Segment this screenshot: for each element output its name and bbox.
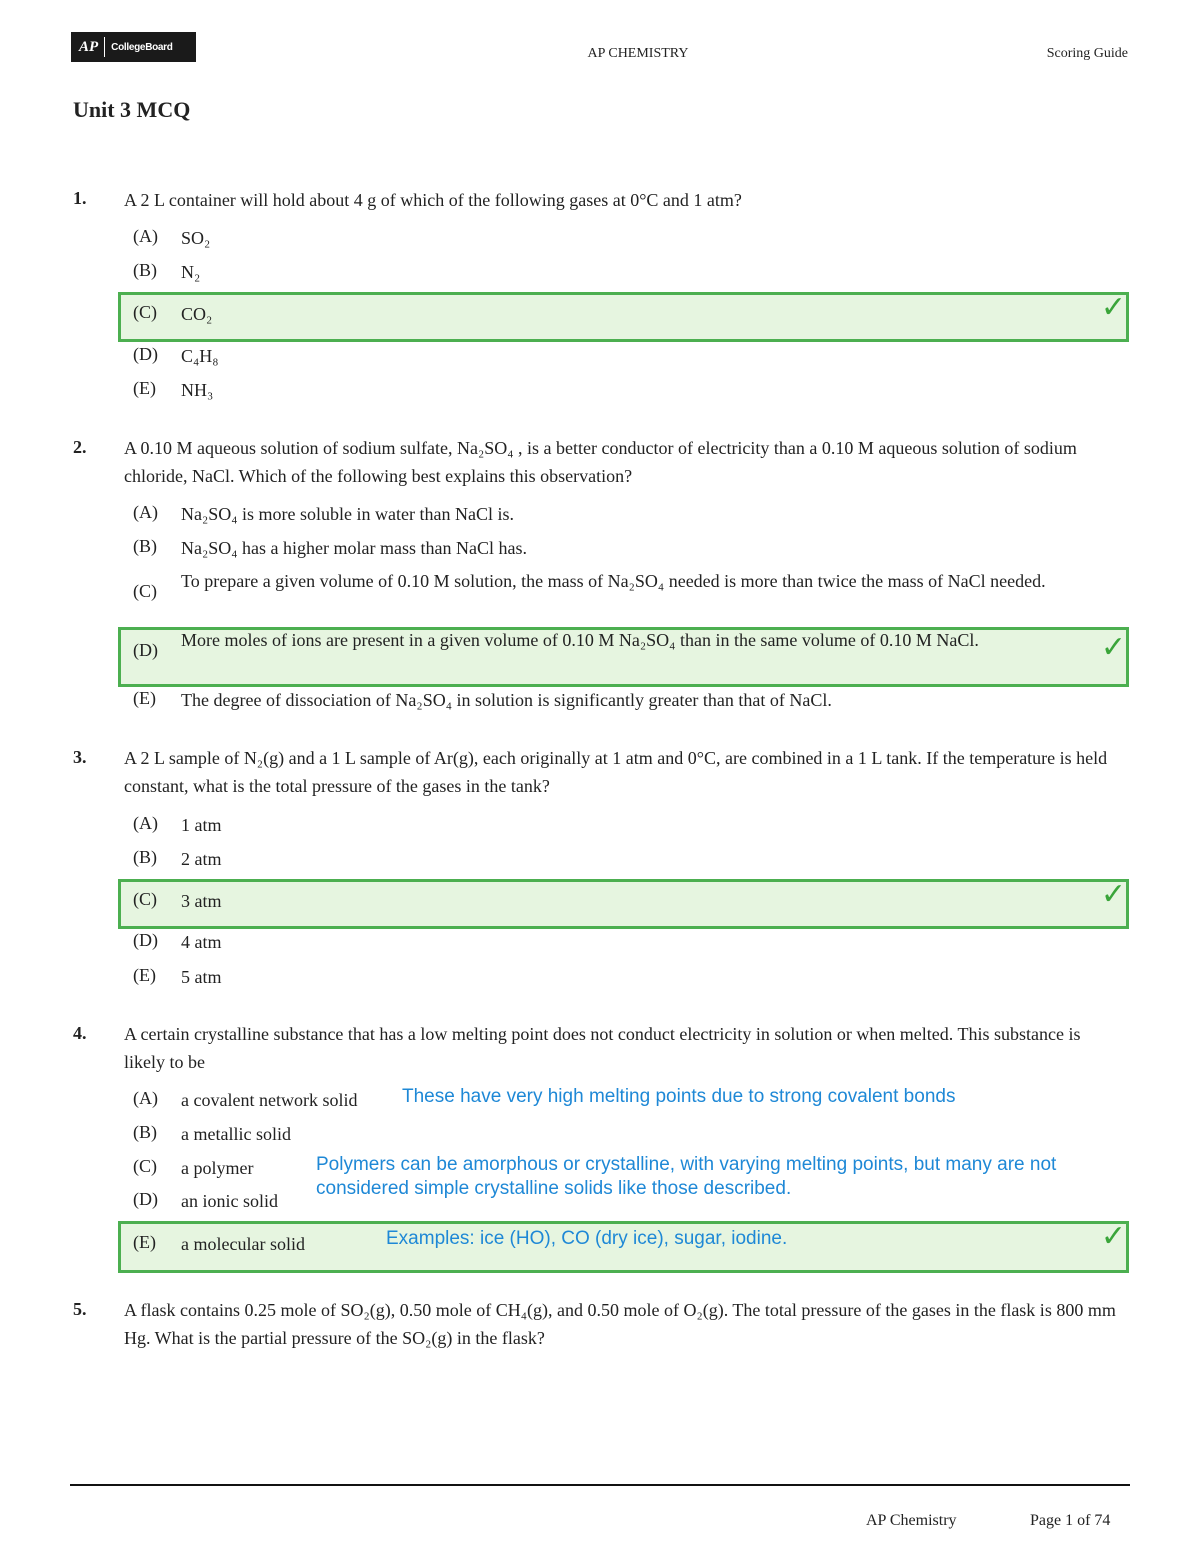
question-number: 5. <box>73 1299 87 1319</box>
option-text: To prepare a given volume of 0.10 M solution, the mass of Na₂SO₄ needed is more than twice the mass of NaCl needed. <box>181 571 1046 591</box>
header-scoring-guide: Scoring Guide <box>1046 46 1128 61</box>
question-number: 4. <box>73 1023 87 1043</box>
header-subject: AP CHEMISTRY <box>587 46 689 61</box>
option-text: The degree of dissociation of Na₂SO₄ in solution is significantly greater than that of NaCl. <box>181 690 832 710</box>
question-text: A 2 L sample of N₂(g) and a 1 L sample of Ar(g), each originally at 1 atm and 0°C, are combined in a 1 L tank. If the temperature is held constant, what is the total pressure of the gases in the tank? <box>124 748 1108 796</box>
option-text: 5 atm <box>181 967 222 987</box>
annotation-note: Polymers can be amorphous or crystalline, with varying melting points, but many are not considered simple crystalline solids like those described. <box>316 1154 1057 1199</box>
checkmark-icon: ✓ <box>1100 290 1126 325</box>
footer-page-number: Page 1 of 74 <box>1030 1512 1111 1529</box>
option-letter: (B) <box>133 1122 157 1142</box>
page-title: Unit 3 MCQ <box>73 97 191 122</box>
option-letter: (A) <box>133 226 158 246</box>
question-number: 1. <box>73 188 87 208</box>
option-text: More moles of ions are present in a given volume of 0.10 M Na₂SO₄ than in the same volume of 0.10 M NaCl. <box>181 630 979 650</box>
option-text: an ionic solid <box>181 1191 278 1211</box>
option-letter: (D) <box>133 640 158 660</box>
option-text: a covalent network solid <box>181 1090 358 1110</box>
correct-answer-box-q3 <box>118 879 1129 929</box>
checkmark-icon: ✓ <box>1100 1219 1126 1254</box>
option-letter: (E) <box>133 1232 156 1252</box>
option-letter: (C) <box>133 889 157 909</box>
option-text: 3 atm <box>181 891 222 911</box>
option-letter: (D) <box>133 930 158 950</box>
option-text: a molecular solid <box>181 1234 305 1254</box>
option-text: CO₂ <box>181 304 213 324</box>
option-letter: (B) <box>133 536 157 556</box>
annotation-note: These have very high melting points due to strong covalent bonds <box>402 1086 956 1107</box>
option-letter: (A) <box>133 502 158 522</box>
option-letter: (C) <box>133 581 157 601</box>
question-text: A 2 L container will hold about 4 g of which of the following gases at 0°C and 1 atm? <box>124 190 742 210</box>
option-letter: (B) <box>133 847 157 867</box>
option-text: SO₂ <box>181 228 211 248</box>
option-text: 4 atm <box>181 932 222 952</box>
option-letter: (D) <box>133 344 158 364</box>
question-number: 3. <box>73 747 87 767</box>
option-letter: (B) <box>133 260 157 280</box>
option-letter: (A) <box>133 813 158 833</box>
question-number: 2. <box>73 437 87 457</box>
option-text: 1 atm <box>181 815 222 835</box>
option-letter: (A) <box>133 1088 158 1108</box>
option-text: Na₂SO₄ is more soluble in water than NaCl is. <box>181 504 514 524</box>
question-text: A 0.10 M aqueous solution of sodium sulfate, Na₂SO₄ , is a better conductor of electricity than a 0.10 M aqueous solution of sodium chloride, NaCl. Which of the following best explains this observation? <box>124 438 1077 486</box>
option-text: N₂ <box>181 262 201 282</box>
annotation-note: Examples: ice (HO), CO (dry ice), sugar, iodine. <box>386 1228 788 1249</box>
option-text: C₄H₈ <box>181 346 219 366</box>
question-text: A flask contains 0.25 mole of SO₂(g), 0.50 mole of CH₄(g), and 0.50 mole of O₂(g). The total pressure of the gases in the flask is 800 mm Hg. What is the partial pressure of the SO₂(g) in the flask? <box>124 1300 1116 1348</box>
logo-collegeboard-text: CollegeBoard <box>111 41 173 53</box>
option-letter: (D) <box>133 1189 158 1209</box>
option-text: Na₂SO₄ has a higher molar mass than NaCl has. <box>181 538 527 558</box>
option-text: a metallic solid <box>181 1124 291 1144</box>
checkmark-icon: ✓ <box>1100 630 1126 665</box>
option-text: a polymer <box>181 1158 254 1178</box>
footer-course: AP Chemistry <box>866 1512 957 1529</box>
option-letter: (C) <box>133 302 157 322</box>
logo-ap-text: AP <box>79 38 99 55</box>
correct-answer-box-q1 <box>118 292 1129 342</box>
option-letter: (E) <box>133 378 156 398</box>
option-letter: (E) <box>133 688 156 708</box>
checkmark-icon: ✓ <box>1100 877 1126 912</box>
option-letter: (E) <box>133 965 156 985</box>
option-text: NH₃ <box>181 380 214 400</box>
question-text: A certain crystalline substance that has a low melting point does not conduct electricity in solution or when melted. This substance is likely to be <box>124 1024 1081 1072</box>
footer-divider <box>70 1484 1130 1486</box>
option-text: 2 atm <box>181 849 222 869</box>
option-letter: (C) <box>133 1156 157 1176</box>
